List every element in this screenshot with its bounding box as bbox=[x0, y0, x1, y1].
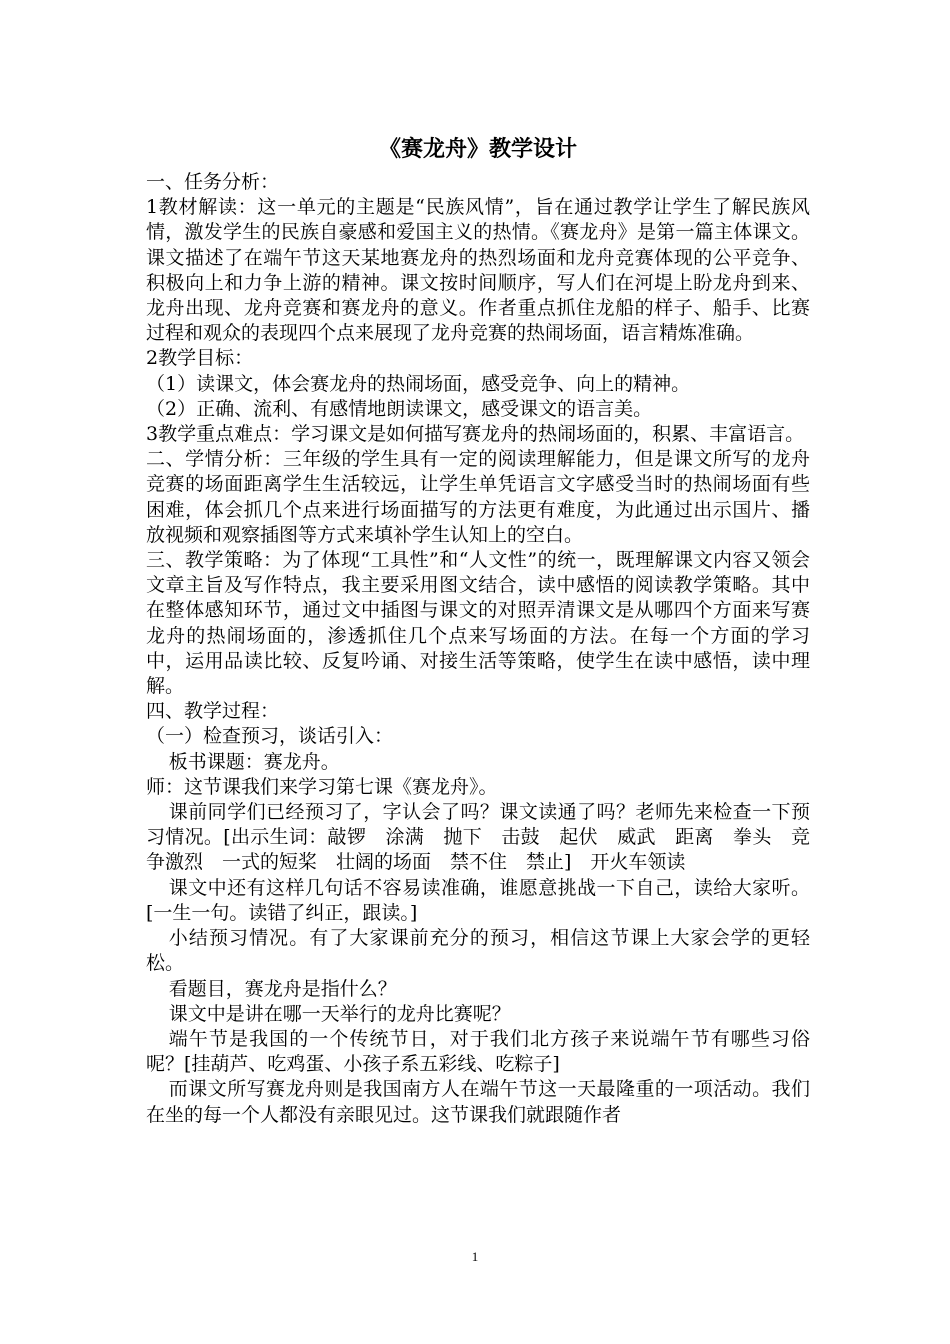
paragraph-question-meaning: 看题目，赛龙舟是指什么？ bbox=[168, 977, 397, 1000]
section-heading-task-analysis: 一、任务分析： bbox=[146, 171, 280, 193]
paragraph-teacher-intro: 师：这节课我们来学习第七课《赛龙舟》。 bbox=[146, 775, 498, 798]
paragraph-board-title: 板书课题：赛龙舟。 bbox=[168, 750, 340, 773]
page-number: 1 bbox=[471, 1249, 479, 1264]
document-body bbox=[146, 170, 810, 1128]
paragraph-goal-1: （1）读课文，体会赛龙舟的热闹场面，感受竞争、向上的精神。 bbox=[146, 372, 691, 395]
paragraph-goal-2: （2）正确、流利、有感情地朗读课文，感受课文的语言美。 bbox=[146, 397, 653, 420]
paragraph-key-difficulties: 3教学重点难点：学习课文是如何描写赛龙舟的热闹场面的，积累、丰富语言。 bbox=[146, 423, 805, 446]
section-heading-teaching-process: 四、教学过程： bbox=[146, 700, 280, 723]
subsection-heading-preview-check: （一）检查预习，谈话引入： bbox=[146, 725, 394, 748]
paragraph-difficult-sentences: 课文中还有这样几句话不容易读准确，谁愿意挑战一下自己，读给大家听。[一生一句。读错了纠正，跟读。] bbox=[146, 876, 810, 924]
paragraph-teaching-goals-heading: 2教学目标： bbox=[146, 347, 254, 370]
paragraph-dragon-boat-customs: 端午节是我国的一个传统节日，对于我们北方孩子来说端午节有哪些习俗呢？[挂葫芦、吃鸡蛋、小孩子系五彩线、吃粽子] bbox=[146, 1027, 810, 1076]
document-title: 《赛龙舟》教学设计 bbox=[378, 137, 577, 162]
paragraph-preview-words: 课前同学们已经预习了，字认会了吗？课文读通了吗？老师先来检查一下预习情况。[出示生词：敲锣 涂满 抛下 击鼓 起伏 威武 距离 拳头 竞争激烈 一式的短桨 壮阔的场面 禁不住 禁止] 开火车领读 bbox=[146, 801, 810, 874]
page-content bbox=[146, 132, 810, 1128]
paragraph-learner-analysis: 二、学情分析：三年级的学生具有一定的阅读理解能力，但是课文所写的龙舟竞赛的场面距离学生生活较远，让学生单凭语言文字感受当时的热闹场面有些困难，体会抓几个点来进行场面描写的方法更有难度，为此通过出示国片、播放视频和观察插图等方式来填补学生认知上的空白。 bbox=[146, 448, 810, 546]
paragraph-preview-summary: 小结预习情况。有了大家课前充分的预习，相信这节课上大家会学的更轻松。 bbox=[146, 927, 810, 975]
paragraph-teaching-strategy: 三、教学策略：为了体现“工具性”和“人文性”的统一，既理解课文内容又领会文章主旨及写作特点，我主要采用图文结合，读中感悟的阅读教学策略。其中在整体感知环节，通过文中插图与课文的对照弄清课文是从哪四个方面来写赛龙舟的热闹场面的，渗透抓住几个点来写场面的方法。在每一个方面的学习中，运用品读比较、反复吟诵、对接生活等策略，使学生在读中感悟，读中理解。 bbox=[146, 549, 810, 698]
paragraph-question-day: 课文中是讲在哪一天举行的龙舟比赛呢？ bbox=[168, 1002, 511, 1025]
paragraph-material-interpretation: 1教材解读：这一单元的主题是“民族风情”，旨在通过教学让学生了解民族风情，激发学生的民族自豪感和爱国主义的热情。《赛龙舟》是第一篇主体课文。课文描述了在端午节这天某地赛龙舟的热烈场面和龙舟竞赛体现的公平竞争、积极向上和力争上游的精神。课文按时间顺序，写人们在河堤上盼龙舟到来、龙舟出现、龙舟竞赛和赛龙舟的意义。作者重点抓住龙船的样子、船手、比赛过程和观众的表现四个点来展现了龙舟竞赛的热闹场面，语言精炼准确。 bbox=[146, 196, 810, 345]
paragraph-southern-activity: 而课文所写赛龙舟则是我国南方人在端午节这一天最隆重的一项活动。我们在坐的每一个人都没有亲眼见过。这节课我们就跟随作者 bbox=[146, 1078, 810, 1126]
